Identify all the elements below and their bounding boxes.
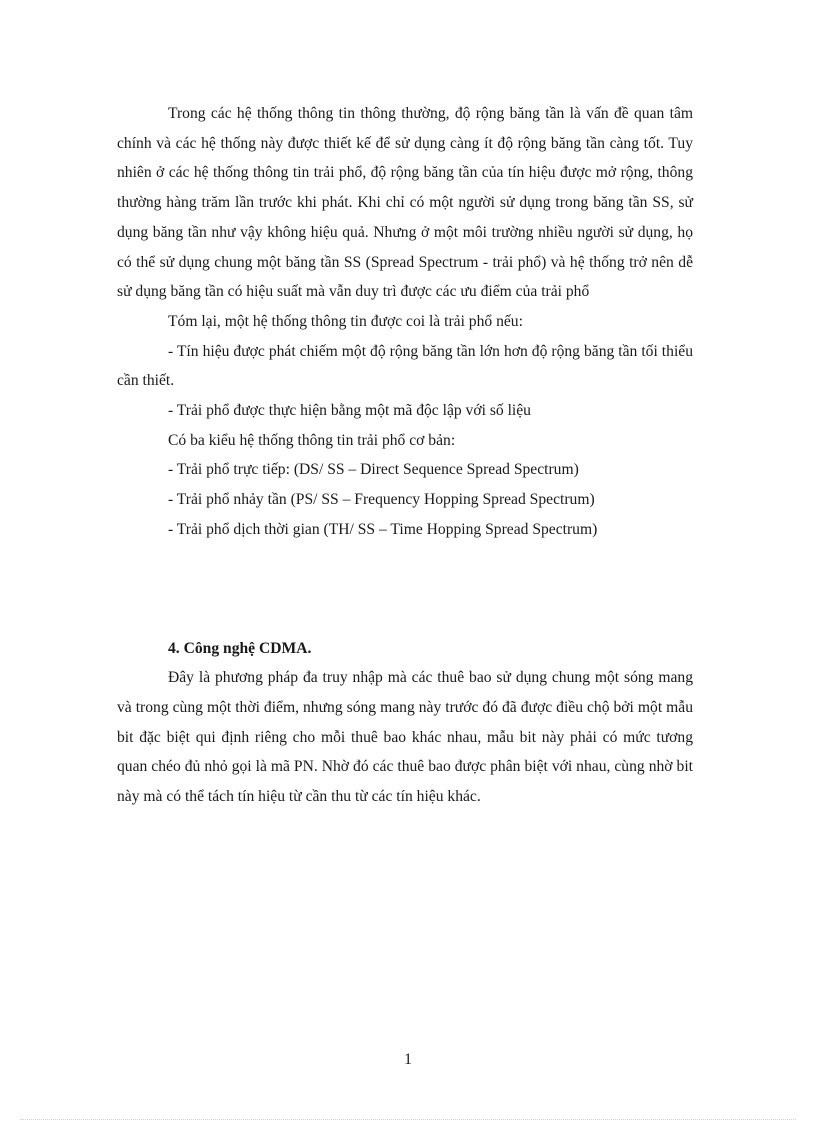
summary-paragraph: Tóm lại, một hệ thống thông tin được coi là trải phổ nếu:	[168, 312, 523, 330]
section-paragraph: Đây là phương pháp đa truy nhập mà các thuê bao sử dụng chung một sóng mang và trong cùng một thời điểm, nhưng sóng mang này trước đó đã được điều chộ bởi một mẫu bit đặc biệt qui định riêng cho mỗi thuê bao khác nhau, mẫu bit này phải có mức tương quan chéo đủ nhỏ gọi là mã PN. Nhờ đó các thuê bao được phân biệt với nhau, cùng nhờ bit này mà có thể tách tín hiệu từ cần thu từ các tín hiệu khác.	[117, 669, 693, 806]
page-bottom-divider	[20, 1119, 796, 1120]
types-intro-paragraph: Có ba kiểu hệ thống thông tin trải phổ cơ bản:	[168, 431, 456, 449]
spread-type-item: - Trải phổ dịch thời gian (TH/ SS – Time Hopping Spread Spectrum)	[168, 520, 598, 538]
spread-type-item: - Trải phổ trực tiếp: (DS/ SS – Direct Sequence Spread Spectrum)	[168, 461, 579, 479]
spread-type-item: - Trải phổ nhảy tần (PS/ SS – Frequency Hopping Spread Spectrum)	[168, 491, 595, 509]
intro-paragraph: Trong các hệ thống thông tin thông thường, độ rộng băng tần là vấn đề quan tâm chính và các hệ thống này được thiết kế để sử dụng càng ít độ rộng băng tần càng tốt. Tuy nhiên ở các hệ thống thông tin trải phổ, độ rộng băng tần của tín hiệu được mở rộng, thông thường hàng trăm lần trước khi phát. Khi chỉ có một người sử dụng trong băng tần SS, sử dụng băng tần như vậy không hiệu quả. Nhưng ở một môi trường nhiều người sử dụng, họ có thể sử dụng chung một băng tần SS (Spread Spectrum - trải phổ) và hệ thống trở nên dễ sử dụng băng tần có hiệu suất mà vẫn duy trì được các ưu điểm của trải phổ	[117, 105, 693, 301]
criterion-item: - Trải phổ được thực hiện bằng một mã độc lập với số liệu	[168, 402, 531, 420]
section-heading: 4. Công nghệ CDMA.	[168, 639, 312, 657]
document-body	[117, 99, 693, 812]
page-number: 1	[404, 1051, 412, 1068]
criterion-item: - Tín hiệu được phát chiếm một độ rộng băng tần lớn hơn độ rộng băng tần tối thiểu cần thiết.	[117, 342, 693, 390]
